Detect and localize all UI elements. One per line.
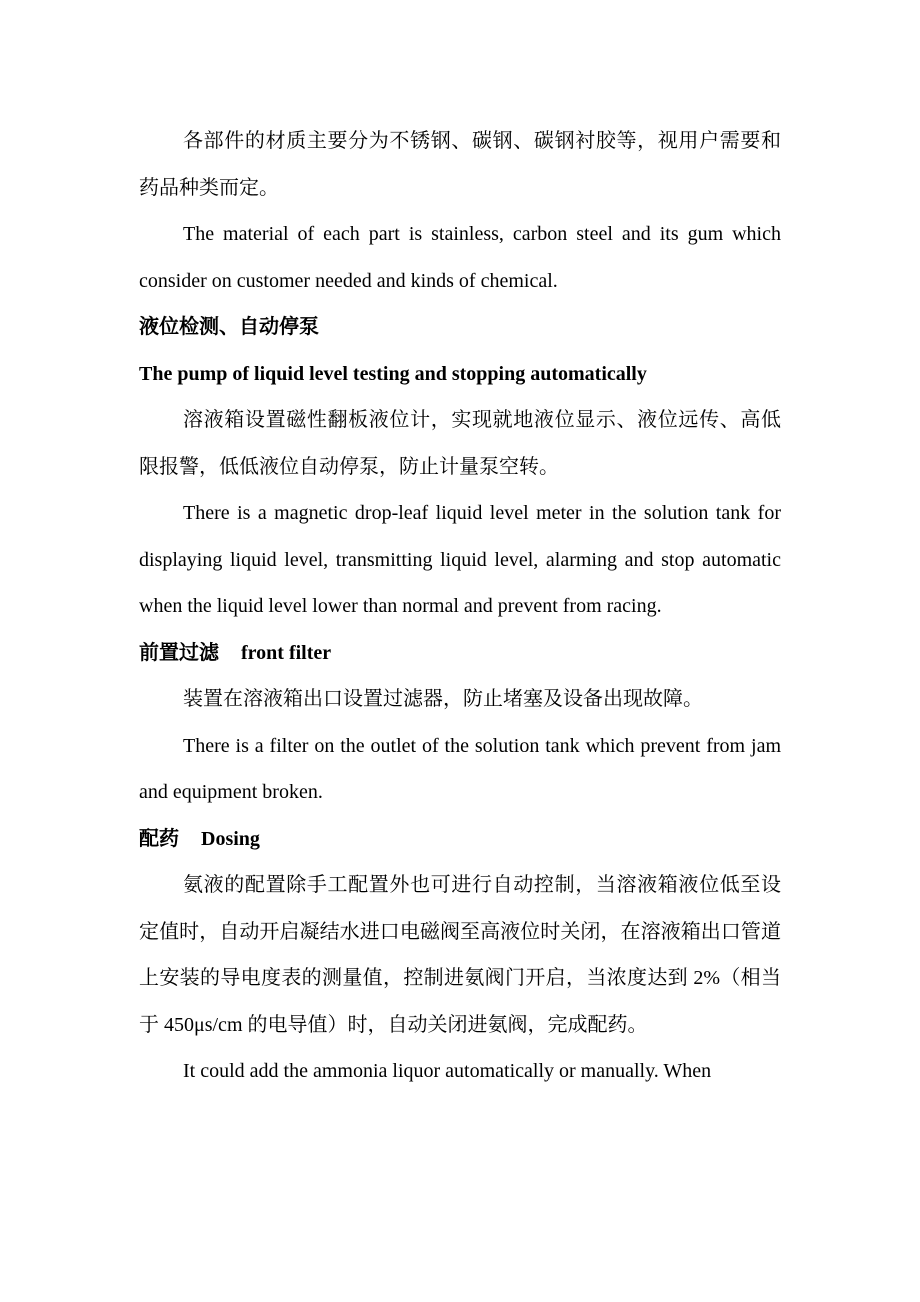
heading-filter <box>139 630 781 677</box>
heading-dosing-en: Dosing <box>201 827 260 850</box>
paragraph-dosing-en: It could add the ammonia liquor automatically or manually. When <box>183 1060 712 1082</box>
heading-filter-en: front filter <box>241 641 332 664</box>
heading-dosing-cn: 配药 <box>139 827 179 850</box>
heading-dosing <box>139 816 781 863</box>
paragraph-material-cn: 各部件的材质主要分为不锈钢、碳钢、碳钢衬胶等，视用户需要和药品种类而定。 <box>139 130 781 199</box>
heading-level-cn: 液位检测、自动停泵 <box>139 316 319 338</box>
paragraph-material-en: The material of each part is stainless, carbon steel and its gum which consider on customer needed and kinds of chemical. <box>139 223 781 292</box>
document-page <box>139 118 781 1095</box>
heading-level-en: The pump of liquid level testing and stopping automatically <box>139 362 647 385</box>
paragraph-level-en: There is a magnetic drop-leaf liquid level meter in the solution tank for displaying liquid level, transmitting liquid level, alarming and stop automatic when the liquid level lower than normal and prevent from racing. <box>139 502 781 617</box>
paragraph-filter-cn: 装置在溶液箱出口设置过滤器，防止堵塞及设备出现故障。 <box>183 688 703 710</box>
paragraph-dosing-cn: 氨液的配置除手工配置外也可进行自动控制，当溶液箱液位低至设定值时，自动开启凝结水进口电磁阀至高液位时关闭，在溶液箱出口管道上安装的导电度表的测量值，控制进氨阀门开启，当浓度达到 2%（相当于 450μs/cm 的电导值）时，自动关闭进氨阀，完成配药。 <box>139 874 781 1036</box>
heading-filter-cn: 前置过滤 <box>139 641 219 664</box>
paragraph-filter-en: There is a filter on the outlet of the solution tank which prevent from jam and equipment broken. <box>139 734 781 803</box>
paragraph-level-cn: 溶液箱设置磁性翻板液位计，实现就地液位显示、液位远传、高低限报警，低低液位自动停泵，防止计量泵空转。 <box>139 409 781 478</box>
